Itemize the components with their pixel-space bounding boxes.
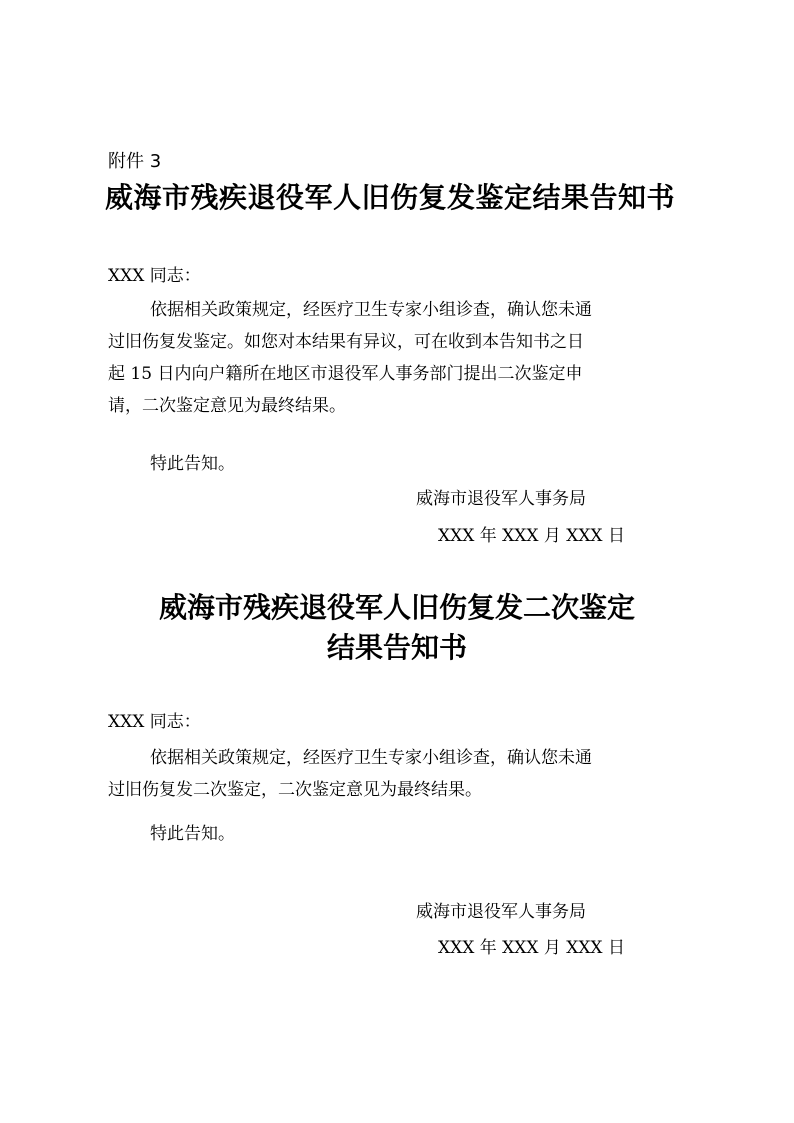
second-salutation: XXX 同志：	[108, 712, 201, 732]
notice-body	[108, 294, 698, 422]
issuer-name: 威海市退役军人事务局	[416, 489, 586, 509]
body-line: 过旧伤复发二次鉴定，二次鉴定意见为最终结果。	[108, 780, 482, 800]
notice-title: 威海市残疾退役军人旧伤复发鉴定结果告知书	[105, 181, 676, 214]
attachment-label: 附件 3	[108, 151, 162, 172]
body-line: 依据相关政策规定，经医疗卫生专家小组诊查，确认您未通	[150, 300, 592, 320]
second-notice-title-line2: 结果告知书	[326, 631, 467, 664]
body-line: 过旧伤复发鉴定。如您对本结果有异议，可在收到本告知书之日	[108, 332, 584, 352]
second-issuer-name: 威海市退役军人事务局	[416, 902, 586, 922]
closing-remark: 特此告知。	[150, 454, 235, 474]
second-notice-title-line1: 威海市残疾退役军人旧伤复发二次鉴定	[158, 591, 635, 624]
second-notice-body	[108, 742, 698, 806]
second-closing-remark: 特此告知。	[150, 824, 235, 844]
salutation: XXX 同志：	[108, 266, 201, 286]
second-issue-date: XXX 年 XXX 月 XXX 日	[438, 938, 625, 958]
body-line: 依据相关政策规定，经医疗卫生专家小组诊查，确认您未通	[150, 748, 592, 768]
body-line: 起 15 日内向户籍所在地区市退役军人事务部门提出二次鉴定申	[108, 364, 583, 384]
issue-date: XXX 年 XXX 月 XXX 日	[438, 526, 625, 546]
body-line: 请，二次鉴定意见为最终结果。	[108, 396, 346, 416]
